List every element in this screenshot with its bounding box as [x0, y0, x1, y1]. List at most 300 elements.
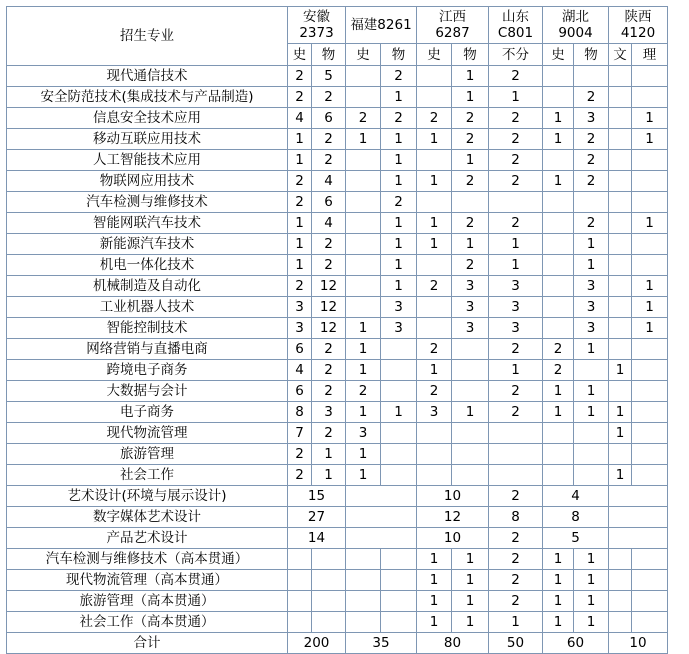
quota-cell: 2	[489, 381, 543, 402]
province-header-anhui	[288, 7, 346, 44]
art-table-row	[7, 486, 668, 507]
quota-cell	[452, 444, 489, 465]
major-name-cell: 安全防范技术(集成技术与产品制造)	[7, 87, 288, 108]
quota-cell	[609, 129, 632, 150]
quota-cell	[346, 234, 381, 255]
quota-cell-shandong: 2	[489, 528, 543, 549]
quota-cell	[632, 150, 668, 171]
quota-cell: 12	[312, 276, 346, 297]
quota-cell	[346, 87, 381, 108]
quota-cell: 1	[288, 129, 312, 150]
quota-cell	[609, 339, 632, 360]
quota-cell: 1	[574, 381, 609, 402]
quota-cell	[609, 276, 632, 297]
quota-cell: 1	[574, 255, 609, 276]
quota-cell	[346, 192, 381, 213]
quota-cell	[417, 192, 452, 213]
quota-cell: 1	[452, 150, 489, 171]
major-name-cell: 现代通信技术	[7, 66, 288, 87]
quota-cell: 2	[452, 213, 489, 234]
quota-cell: 2	[417, 276, 452, 297]
major-name-cell: 旅游管理（高本贯通）	[7, 591, 288, 612]
quota-cell	[288, 549, 312, 570]
quota-cell: 2	[288, 465, 312, 486]
quota-cell	[452, 360, 489, 381]
quota-cell: 2	[381, 108, 417, 129]
quota-cell: 3	[574, 276, 609, 297]
quota-cell: 1	[346, 402, 381, 423]
province-code: C801	[497, 25, 534, 41]
major-name-cell: 旅游管理	[7, 444, 288, 465]
quota-cell: 12	[312, 318, 346, 339]
total-label: 合计	[7, 633, 288, 654]
quota-cell	[632, 360, 668, 381]
quota-cell: 1	[381, 171, 417, 192]
major-name-cell: 社会工作（高本贯通）	[7, 612, 288, 633]
quota-cell: 3	[381, 297, 417, 318]
quota-cell	[417, 87, 452, 108]
quota-cell	[543, 234, 574, 255]
quota-cell: 2	[312, 150, 346, 171]
quota-cell: 2	[489, 570, 543, 591]
quota-cell	[632, 612, 668, 633]
enrollment-plan-table	[6, 6, 668, 654]
quota-cell	[543, 465, 574, 486]
quota-cell: 1	[574, 339, 609, 360]
quota-cell: 1	[346, 360, 381, 381]
quota-cell	[574, 360, 609, 381]
table-body	[7, 7, 668, 654]
table-row	[7, 381, 668, 402]
major-name-cell: 现代物流管理（高本贯通）	[7, 570, 288, 591]
quota-cell: 1	[417, 234, 452, 255]
major-name-cell: 机电一体化技术	[7, 255, 288, 276]
quota-cell: 2	[489, 549, 543, 570]
quota-cell: 1	[632, 318, 668, 339]
quota-cell: 1	[452, 234, 489, 255]
quota-cell	[346, 276, 381, 297]
quota-cell	[452, 465, 489, 486]
province-name: 江西	[439, 9, 466, 25]
subject-header: 物	[452, 44, 489, 66]
quota-cell: 3	[574, 318, 609, 339]
quota-cell	[312, 612, 346, 633]
quota-cell	[609, 612, 632, 633]
table-row	[7, 129, 668, 150]
major-name-cell: 跨境电子商务	[7, 360, 288, 381]
subject-header: 不分	[489, 44, 543, 66]
major-name-cell: 人工智能技术应用	[7, 150, 288, 171]
quota-cell	[609, 549, 632, 570]
quota-cell: 2	[489, 108, 543, 129]
quota-cell	[417, 255, 452, 276]
quota-cell	[574, 423, 609, 444]
quota-cell: 2	[312, 381, 346, 402]
quota-cell: 1	[381, 234, 417, 255]
quota-cell: 1	[288, 234, 312, 255]
quota-cell: 2	[417, 339, 452, 360]
quota-cell: 2	[574, 171, 609, 192]
major-header: 招生专业	[7, 7, 288, 66]
quota-cell: 2	[452, 255, 489, 276]
quota-cell: 1	[346, 318, 381, 339]
quota-cell: 3	[288, 297, 312, 318]
quota-cell: 3	[574, 108, 609, 129]
province-name: 福建8261	[350, 17, 412, 33]
quota-cell: 1	[574, 570, 609, 591]
quota-cell: 1	[452, 402, 489, 423]
quota-cell-shandong: 2	[489, 486, 543, 507]
quota-cell: 2	[452, 171, 489, 192]
quota-cell: 7	[288, 423, 312, 444]
quota-cell: 2	[288, 192, 312, 213]
quota-cell: 1	[543, 570, 574, 591]
quota-cell: 2	[574, 87, 609, 108]
quota-cell	[632, 402, 668, 423]
province-name: 陕西	[624, 9, 652, 25]
quota-cell: 2	[312, 360, 346, 381]
quota-cell: 1	[288, 213, 312, 234]
subject-header: 史	[543, 44, 574, 66]
total-value: 50	[489, 633, 543, 654]
quota-cell: 1	[574, 402, 609, 423]
quota-cell	[632, 339, 668, 360]
quota-cell	[632, 66, 668, 87]
quota-cell: 1	[543, 612, 574, 633]
quota-cell: 1	[346, 444, 381, 465]
province-code: 4120	[620, 25, 656, 41]
quota-cell	[609, 108, 632, 129]
quota-cell-hubei: 5	[543, 528, 609, 549]
quota-cell	[543, 192, 574, 213]
quota-cell: 3	[452, 276, 489, 297]
quota-cell: 5	[312, 66, 346, 87]
quota-cell: 2	[288, 66, 312, 87]
quota-cell: 1	[381, 213, 417, 234]
quota-cell	[312, 570, 346, 591]
subject-header: 史	[288, 44, 312, 66]
quota-cell: 2	[489, 339, 543, 360]
table-row	[7, 255, 668, 276]
quota-cell: 1	[574, 591, 609, 612]
major-name-cell: 工业机器人技术	[7, 297, 288, 318]
quota-cell	[452, 381, 489, 402]
quota-cell: 2	[312, 234, 346, 255]
quota-cell	[574, 465, 609, 486]
quota-cell	[609, 591, 632, 612]
quota-cell: 1	[346, 339, 381, 360]
quota-cell: 2	[381, 192, 417, 213]
table-row	[7, 360, 668, 381]
quota-cell: 2	[346, 381, 381, 402]
quota-cell: 1	[543, 402, 574, 423]
province-name: 山东	[502, 9, 529, 25]
quota-cell	[346, 297, 381, 318]
quota-cell	[288, 612, 312, 633]
quota-cell: 2	[417, 108, 452, 129]
quota-cell	[288, 570, 312, 591]
quota-cell	[417, 444, 452, 465]
art-table-row	[7, 528, 668, 549]
quota-cell: 1	[452, 87, 489, 108]
total-value: 10	[609, 633, 668, 654]
quota-cell	[346, 591, 381, 612]
quota-cell: 3	[489, 276, 543, 297]
total-value: 200	[288, 633, 346, 654]
quota-cell: 1	[381, 129, 417, 150]
quota-cell	[632, 255, 668, 276]
quota-cell	[609, 570, 632, 591]
quota-cell-jiangxi: 10	[417, 528, 489, 549]
major-name-cell: 现代物流管理	[7, 423, 288, 444]
major-name-cell: 艺术设计(环境与展示设计)	[7, 486, 288, 507]
quota-cell: 3	[417, 402, 452, 423]
quota-cell	[632, 591, 668, 612]
quota-cell: 2	[574, 213, 609, 234]
major-name-cell: 汽车检测与维修技术	[7, 192, 288, 213]
quota-cell	[543, 276, 574, 297]
quota-cell-fujian	[346, 507, 417, 528]
province-header-shandong	[489, 7, 543, 44]
quota-cell: 1	[574, 612, 609, 633]
quota-cell	[574, 66, 609, 87]
province-code: 9004	[558, 25, 593, 41]
table-row	[7, 87, 668, 108]
quota-cell: 1	[381, 402, 417, 423]
quota-cell: 1	[452, 549, 489, 570]
quota-cell	[346, 213, 381, 234]
quota-cell: 1	[381, 255, 417, 276]
quota-cell: 1	[609, 402, 632, 423]
quota-cell	[632, 234, 668, 255]
quota-cell: 1	[288, 255, 312, 276]
quota-cell: 1	[489, 360, 543, 381]
quota-cell: 1	[609, 423, 632, 444]
quota-cell	[632, 444, 668, 465]
subject-header: 物	[312, 44, 346, 66]
quota-cell: 1	[417, 129, 452, 150]
quota-cell	[346, 570, 381, 591]
quota-cell: 2	[489, 129, 543, 150]
quota-cell: 2	[574, 129, 609, 150]
quota-cell: 1	[543, 108, 574, 129]
quota-cell	[609, 255, 632, 276]
quota-cell: 2	[312, 423, 346, 444]
major-name-cell: 移动互联应用技术	[7, 129, 288, 150]
quota-cell: 3	[312, 402, 346, 423]
quota-cell: 1	[543, 381, 574, 402]
quota-cell: 4	[288, 108, 312, 129]
quota-cell	[632, 465, 668, 486]
table-row	[7, 276, 668, 297]
total-row	[7, 633, 668, 654]
quota-cell	[381, 444, 417, 465]
table-row	[7, 150, 668, 171]
major-name-cell: 产品艺术设计	[7, 528, 288, 549]
quota-cell	[543, 318, 574, 339]
quota-cell	[543, 423, 574, 444]
quota-cell: 6	[312, 108, 346, 129]
quota-cell: 2	[346, 108, 381, 129]
quota-cell	[381, 612, 417, 633]
quota-cell-shaanxi	[609, 528, 668, 549]
quota-cell	[452, 339, 489, 360]
quota-cell	[609, 381, 632, 402]
quota-cell: 2	[381, 66, 417, 87]
quota-cell: 1	[632, 297, 668, 318]
quota-cell: 1	[543, 129, 574, 150]
subject-header: 理	[632, 44, 668, 66]
quota-cell: 1	[452, 612, 489, 633]
major-name-cell: 数字媒体艺术设计	[7, 507, 288, 528]
header-row-provinces	[7, 7, 668, 44]
subject-header: 史	[346, 44, 381, 66]
quota-cell-hubei: 8	[543, 507, 609, 528]
quota-cell	[417, 150, 452, 171]
major-name-cell: 信息安全技术应用	[7, 108, 288, 129]
quota-cell: 2	[452, 108, 489, 129]
quota-cell: 4	[288, 360, 312, 381]
quota-cell: 1	[417, 549, 452, 570]
major-name-cell: 智能控制技术	[7, 318, 288, 339]
quota-cell: 1	[452, 570, 489, 591]
quota-cell	[543, 444, 574, 465]
quota-cell: 2	[543, 339, 574, 360]
province-code: 2373	[299, 25, 334, 41]
province-header-jiangxi	[417, 7, 489, 44]
quota-cell: 1	[452, 591, 489, 612]
total-value: 60	[543, 633, 609, 654]
major-name-cell: 电子商务	[7, 402, 288, 423]
quota-cell	[574, 444, 609, 465]
quota-cell	[312, 549, 346, 570]
quota-cell	[632, 549, 668, 570]
quota-cell	[609, 234, 632, 255]
quota-cell: 4	[312, 171, 346, 192]
major-name-cell: 机械制造及自动化	[7, 276, 288, 297]
quota-cell	[543, 213, 574, 234]
quota-cell-hubei: 4	[543, 486, 609, 507]
subject-header: 物	[381, 44, 417, 66]
quota-cell-jiangxi: 10	[417, 486, 489, 507]
quota-cell: 1	[489, 255, 543, 276]
quota-cell	[489, 444, 543, 465]
quota-cell: 1	[489, 612, 543, 633]
gaoben-table-row	[7, 570, 668, 591]
quota-cell	[574, 192, 609, 213]
province-header-hubei	[543, 7, 609, 44]
quota-cell	[609, 171, 632, 192]
major-name-cell: 物联网应用技术	[7, 171, 288, 192]
quota-cell: 1	[609, 465, 632, 486]
quota-cell	[381, 381, 417, 402]
quota-cell: 3	[574, 297, 609, 318]
quota-cell	[489, 192, 543, 213]
quota-cell	[381, 570, 417, 591]
gaoben-table-row	[7, 612, 668, 633]
quota-cell	[452, 192, 489, 213]
quota-cell: 3	[489, 297, 543, 318]
quota-cell: 2	[489, 213, 543, 234]
total-value: 35	[346, 633, 417, 654]
gaoben-table-row	[7, 549, 668, 570]
quota-cell	[346, 66, 381, 87]
quota-cell	[609, 66, 632, 87]
quota-cell: 2	[312, 129, 346, 150]
table-row	[7, 108, 668, 129]
subject-header: 文	[609, 44, 632, 66]
major-name-cell: 新能源汽车技术	[7, 234, 288, 255]
quota-cell-shandong: 8	[489, 507, 543, 528]
quota-cell: 1	[381, 276, 417, 297]
quota-cell	[346, 612, 381, 633]
quota-cell	[346, 150, 381, 171]
quota-cell	[489, 423, 543, 444]
table-row	[7, 66, 668, 87]
gaoben-table-row	[7, 591, 668, 612]
quota-cell	[381, 360, 417, 381]
quota-cell: 1	[543, 591, 574, 612]
quota-cell: 1	[346, 465, 381, 486]
quota-cell: 1	[574, 234, 609, 255]
table-row	[7, 297, 668, 318]
quota-cell	[346, 255, 381, 276]
quota-cell	[417, 297, 452, 318]
quota-cell-fujian	[346, 486, 417, 507]
quota-cell: 1	[632, 129, 668, 150]
table-row	[7, 402, 668, 423]
quota-cell: 1	[574, 549, 609, 570]
quota-cell	[288, 591, 312, 612]
quota-cell: 12	[312, 297, 346, 318]
quota-cell: 1	[543, 549, 574, 570]
quota-cell	[452, 423, 489, 444]
quota-cell: 4	[312, 213, 346, 234]
quota-cell: 2	[452, 129, 489, 150]
major-name-cell: 网络营销与直播电商	[7, 339, 288, 360]
quota-cell	[632, 423, 668, 444]
quota-cell: 1	[381, 87, 417, 108]
major-name-cell: 社会工作	[7, 465, 288, 486]
quota-cell: 2	[543, 360, 574, 381]
quota-cell	[417, 423, 452, 444]
province-name: 安徽	[303, 9, 330, 25]
quota-cell: 2	[312, 255, 346, 276]
quota-cell-anhui: 14	[288, 528, 346, 549]
quota-cell: 2	[489, 591, 543, 612]
quota-cell	[609, 213, 632, 234]
major-name-cell: 大数据与会计	[7, 381, 288, 402]
quota-cell	[632, 381, 668, 402]
quota-cell: 2	[489, 150, 543, 171]
quota-cell: 2	[417, 381, 452, 402]
quota-cell: 2	[288, 87, 312, 108]
quota-cell	[381, 465, 417, 486]
quota-cell	[417, 465, 452, 486]
quota-cell	[346, 549, 381, 570]
quota-cell: 1	[489, 87, 543, 108]
province-name: 湖北	[562, 9, 589, 25]
total-value: 80	[417, 633, 489, 654]
quota-cell-anhui: 15	[288, 486, 346, 507]
quota-cell	[632, 87, 668, 108]
quota-cell: 1	[609, 360, 632, 381]
quota-cell: 1	[288, 150, 312, 171]
quota-cell: 3	[381, 318, 417, 339]
quota-cell	[609, 87, 632, 108]
quota-cell	[543, 255, 574, 276]
quota-cell-shaanxi	[609, 507, 668, 528]
